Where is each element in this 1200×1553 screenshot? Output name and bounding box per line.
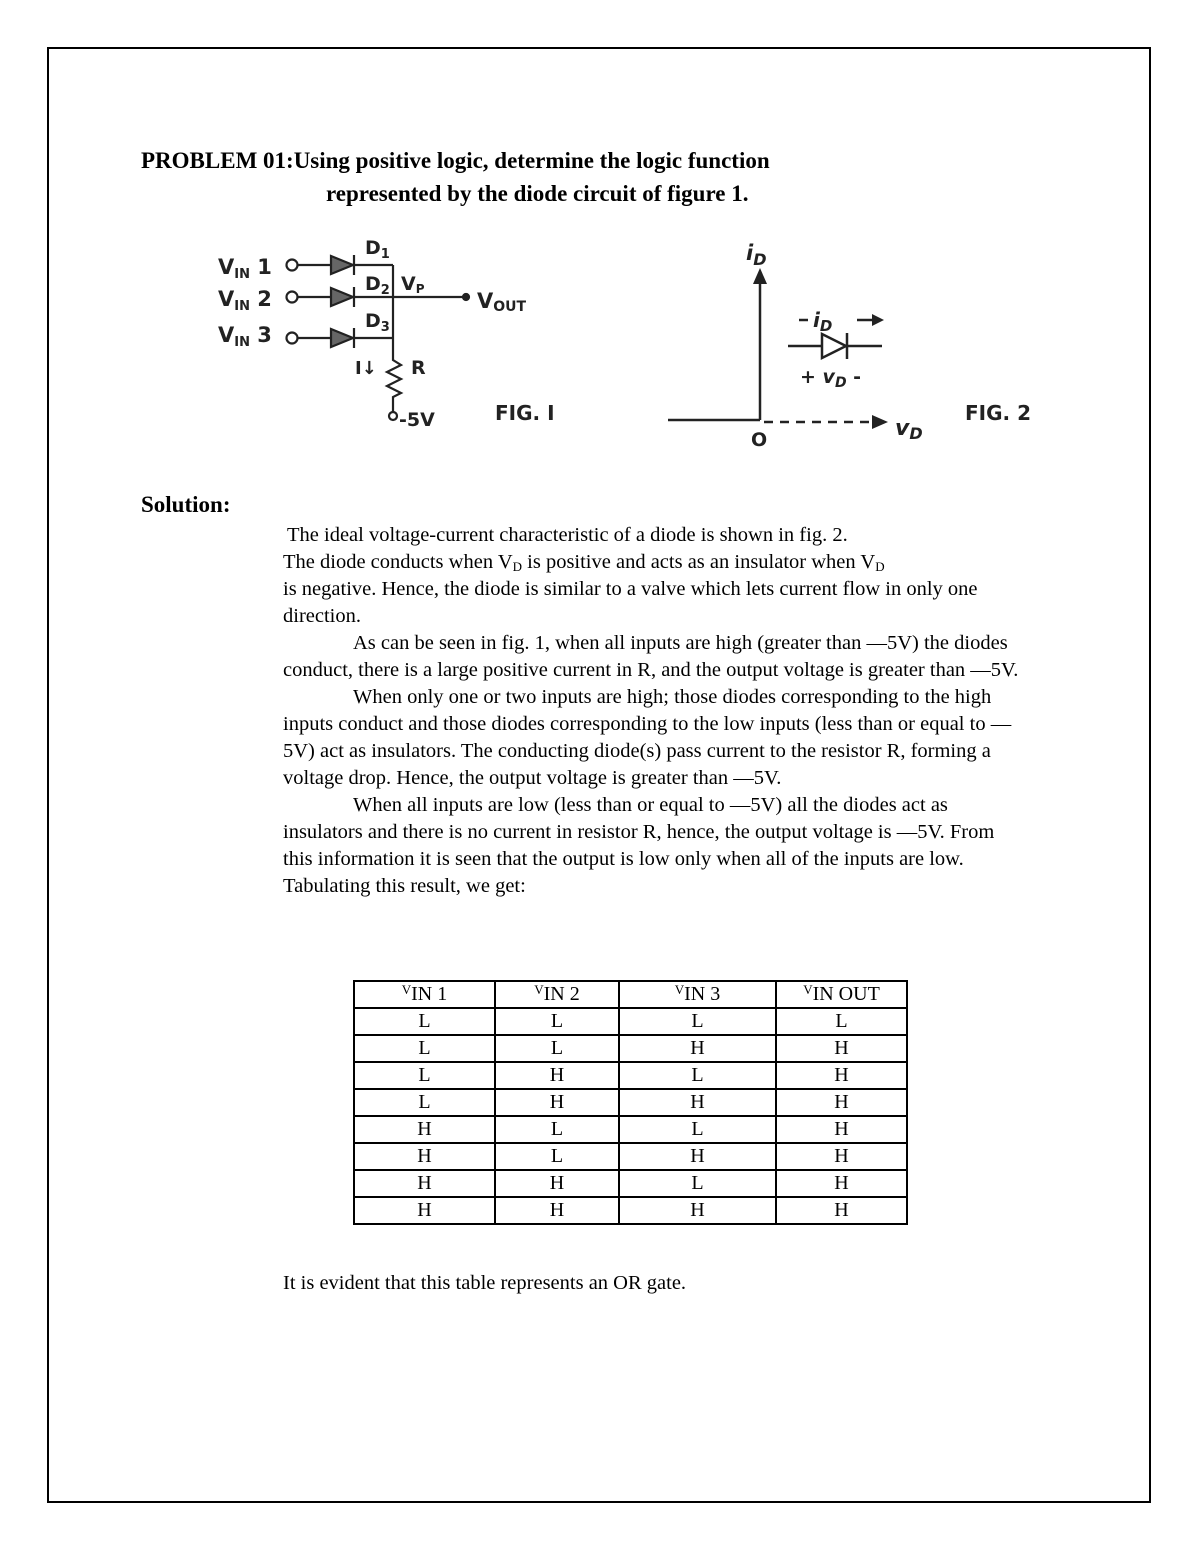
table-cell: L: [354, 1035, 495, 1062]
table-cell: H: [354, 1116, 495, 1143]
table-row: [354, 1035, 907, 1062]
fig1-diode-1-label: $D_1$: [365, 237, 390, 262]
table-cell: H: [495, 1170, 619, 1197]
table-cell: L: [619, 1116, 776, 1143]
table-row: [354, 1062, 907, 1089]
fig1-diode-3: [331, 328, 354, 348]
table-cell: H: [776, 1143, 907, 1170]
table-cell: L: [354, 1089, 495, 1116]
table-cell: H: [776, 1197, 907, 1224]
table-cell: H: [776, 1089, 907, 1116]
fig1-caption: FIG. I: [495, 401, 555, 425]
fig1-diode-2-label: $D_2$: [365, 273, 390, 298]
fig1-diode-1: [331, 255, 354, 275]
fig2-current-label: $i_D$: [813, 308, 833, 335]
table-cell: H: [354, 1170, 495, 1197]
table-cell: H: [619, 1197, 776, 1224]
fig1-node-label: VP: [401, 273, 425, 296]
problem-title-line2: represented by the diode circuit of figure 1.: [326, 181, 749, 206]
fig1-diode-2: [331, 287, 354, 307]
header-cell: $^V$IN 2: [495, 981, 619, 1008]
solution-p2: As can be seen in fig. 1, when all inputs are high (greater than —5V) the diodes conduct, there is a large positive current in R, and the output voltage is greater than —5V.: [283, 632, 1019, 681]
solution-p3: When only one or two inputs are high; those diodes corresponding to the high inputs conduct and those diodes corresponding to the low inputs (less than or equal to —5V) act as insulators. The conducting diode(s) pass current to the resistor R, forming a voltage drop. Hence, the output voltage is greater than —5V.: [283, 686, 1012, 789]
conclusion-text: It is evident that this table represents an OR gate.: [283, 1272, 687, 1294]
fig2-origin-label: O: [751, 429, 768, 451]
solution-p1-sub2: D: [875, 559, 885, 574]
truth-table: [353, 980, 908, 1225]
solution-heading: Solution:: [141, 492, 231, 517]
table-cell: H: [776, 1062, 907, 1089]
figure-1-diode-circuit: [215, 228, 565, 438]
table-cell: H: [619, 1143, 776, 1170]
table-cell: H: [495, 1062, 619, 1089]
problem-title-line1: PROBLEM 01:Using positive logic, determine the logic function: [141, 148, 770, 173]
solution-p1-rest: [283, 549, 1023, 630]
table-cell: L: [776, 1008, 907, 1035]
solution-p1-part-c: is positive and acts as an insulator when V: [522, 551, 876, 573]
figure-2-diode-characteristic: [660, 228, 1040, 453]
fig1-output-label: VOUT: [477, 289, 527, 315]
table-row: [354, 1197, 907, 1224]
table-row: [354, 1143, 907, 1170]
fig2-x-axis-label: vD: [895, 416, 923, 443]
fig1-input-2-label: VIN 2: [218, 287, 272, 314]
solution-p1-part-b: The diode conducts when V: [283, 551, 513, 573]
table-cell: L: [495, 1008, 619, 1035]
header-cell: $^V$IN 1: [354, 981, 495, 1008]
table-cell: H: [776, 1170, 907, 1197]
solution-p1-sub1: D: [512, 559, 523, 574]
table-cell: H: [776, 1035, 907, 1062]
table-cell: H: [495, 1089, 619, 1116]
table-cell: L: [354, 1008, 495, 1035]
fig2-caption: FIG. 2: [965, 401, 1031, 425]
fig2-voltage-label: + $v_D$ -: [800, 366, 862, 391]
fig1-current-label: I↓: [355, 358, 377, 379]
fig2-y-axis-label: $i_D$: [746, 241, 767, 269]
table-cell: L: [495, 1035, 619, 1062]
fig1-input-1-label: VIN 1: [218, 255, 272, 282]
solution-p1-part-d: is negative. Hence, the diode is similar to a valve which lets current flow in only one direction.: [283, 578, 978, 627]
table-cell: L: [619, 1008, 776, 1035]
table-cell: H: [619, 1089, 776, 1116]
truth-table-header-row: [354, 981, 907, 1008]
table-cell: L: [495, 1143, 619, 1170]
fig1-diode-3-label: $D_3$: [365, 310, 390, 335]
fig1-input-3-label: VIN 3: [218, 323, 272, 350]
table-cell: H: [619, 1035, 776, 1062]
solution-p1-line1: The ideal voltage-current characteristic of a diode is shown in fig. 2.: [287, 524, 848, 546]
table-cell: L: [495, 1116, 619, 1143]
header-cell: $^V$IN 3: [619, 981, 776, 1008]
table-cell: L: [619, 1062, 776, 1089]
table-cell: H: [495, 1197, 619, 1224]
table-row: [354, 1170, 907, 1197]
table-cell: H: [354, 1143, 495, 1170]
solution-body: [283, 522, 1023, 900]
problem-title: [141, 144, 1041, 210]
table-cell: H: [354, 1197, 495, 1224]
fig1-resistor-label: R: [411, 357, 426, 379]
table-row: [354, 1089, 907, 1116]
header-cell: $^V$IN OUT: [776, 981, 907, 1008]
table-cell: H: [776, 1116, 907, 1143]
solution-p4: When all inputs are low (less than or equal to —5V) all the diodes act as insulators and there is no current in resistor R, hence, the output voltage is —5V. From this information it is seen that the output is low only when all of the inputs are low. Tabulating this result, we get:: [283, 794, 995, 897]
table-cell: L: [619, 1170, 776, 1197]
table-cell: L: [354, 1062, 495, 1089]
table-row: [354, 1008, 907, 1035]
fig1-supply-label: -5V: [399, 409, 435, 431]
table-row: [354, 1116, 907, 1143]
